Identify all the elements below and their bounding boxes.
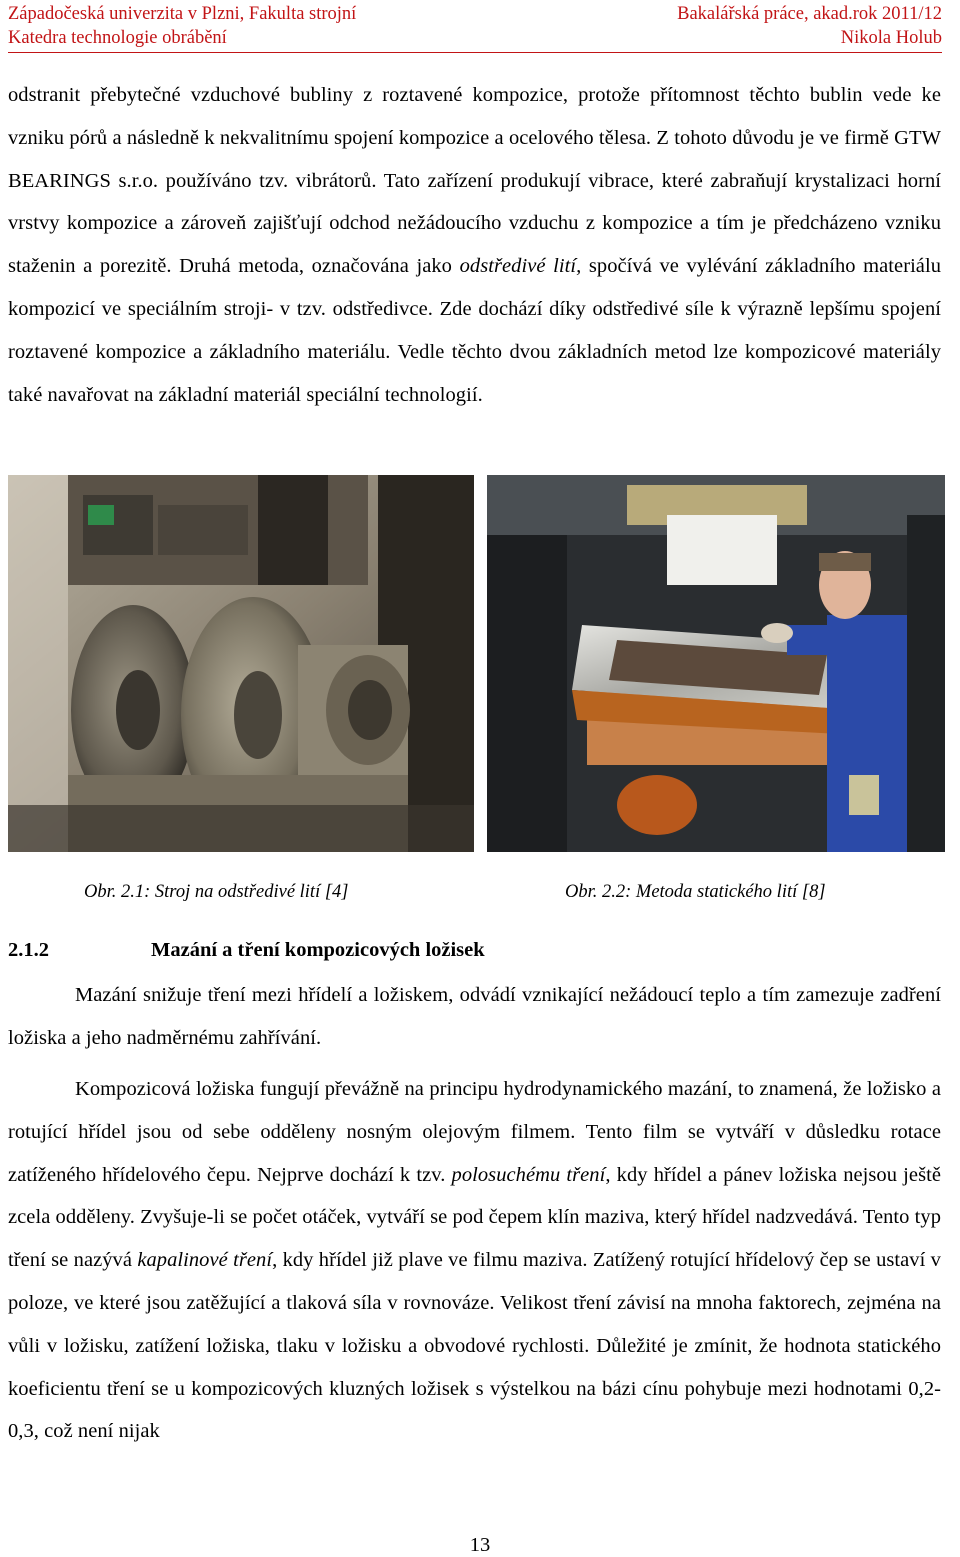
page-header-line-1	[8, 3, 942, 25]
text-run: odstranit přebytečné vzduchové bubliny z roztavené kompozice, protože přítomnost těchto bublin vede ke vzniku pórů a následně k nekvalitnímu spojení kompozice a ocelového tělesa. Z tohoto důvodu je ve firmě GTW BEARINGS s.r.o. používáno tzv. vibrátorů. Tato zařízení produkují vibrace, které zabraňují krystalizaci horní vrstvy kompozice a zároveň zajišťují odchod nežádoucího vzduchu z kompozice a tím je předcházeno vzniku staženin a porezitě. Druhá metoda, označována jako	[8, 84, 941, 278]
section-title: Mazání a tření kompozicových ložisek	[151, 939, 485, 961]
paragraph-casting-methods	[8, 74, 941, 416]
paragraph-friction	[8, 1068, 941, 1453]
figure-caption-2-2: Obr. 2.2: Metoda statického lití [8]	[565, 882, 826, 902]
page-header-line-2	[8, 27, 942, 53]
text-run: spočívá ve vylévání základního materiálu kompozicí ve speciálním stroji- v tzv. odstředivce. Zde dochází díky odstředivé síle k výrazně lepšímu spojení roztavené kompozice a základního materiálu. Vedle těchto dvou základních metod lze kompozicové materiály také navařovat na základní materiál speciální technologií.	[8, 255, 942, 406]
header-department: Katedra technologie obrábění	[8, 28, 227, 48]
text-run: Kompozicová ložiska fungují převážně na principu hydrodynamického mazání, to znamená, že ložisko a rotující hřídel jsou od sebe odděleny nosným olejovým filmem. Tento film se vytváří v důsledku rotace zatíženého hřídelového čepu. Nejprve dochází k tzv.	[8, 1078, 941, 1186]
italic-term: kapalinové tření	[137, 1249, 273, 1272]
page-number: 13	[469, 1534, 491, 1556]
figure-caption-2-1: Obr. 2.1: Stroj na odstředivé lití [4]	[84, 882, 349, 902]
section-number: 2.1.2	[8, 939, 49, 961]
text-run: , kdy hřídel již plave ve filmu maziva. Zatížený rotující hřídelový čep se ustaví v poloze, ve které jsou zatěžující a tlaková síla v rovnováze. Velikost tření závisí na mnoha faktorech, zejména na vůli v ložisku, zatížení ložiska, tlaku v ložisku a obvodové rychlosti. Důležité je zmínit, že hodnota statického koeficientu tření se u kompozicových kluzných ložisek s výstelkou na bázi cínu pohybuje mezi hodnotami 0,2-0,3, což není nijak	[8, 1249, 941, 1443]
section-heading	[8, 936, 485, 964]
paragraph-lubrication: Mazání snižuje tření mezi hřídelí a ložiskem, odvádí vznikající nežádoucí teplo a tím zamezuje zadření ložiska a jeho nadměrnému zahřívání.	[8, 984, 941, 1049]
header-thesis-info: Bakalářská práce, akad.rok 2011/12	[677, 4, 942, 24]
text-run: , kdy hřídel a pánev ložiska nejsou ještě zcela odděleny. Zvyšuje-li se počet otáček, vytváří se pod čepem klín maziva, který hřídel nadzvedává. Tento typ tření se nazývá	[8, 1163, 941, 1272]
header-university: Západočeská univerzita v Plzni, Fakulta strojní	[8, 4, 357, 24]
header-author: Nikola Holub	[840, 28, 942, 48]
static-casting-worker-photo-icon	[487, 475, 945, 852]
italic-term: polosuchému tření	[451, 1163, 606, 1186]
italic-term: odstředivé lití,	[459, 255, 582, 278]
centrifugal-casting-machine-photo-icon	[8, 475, 474, 852]
